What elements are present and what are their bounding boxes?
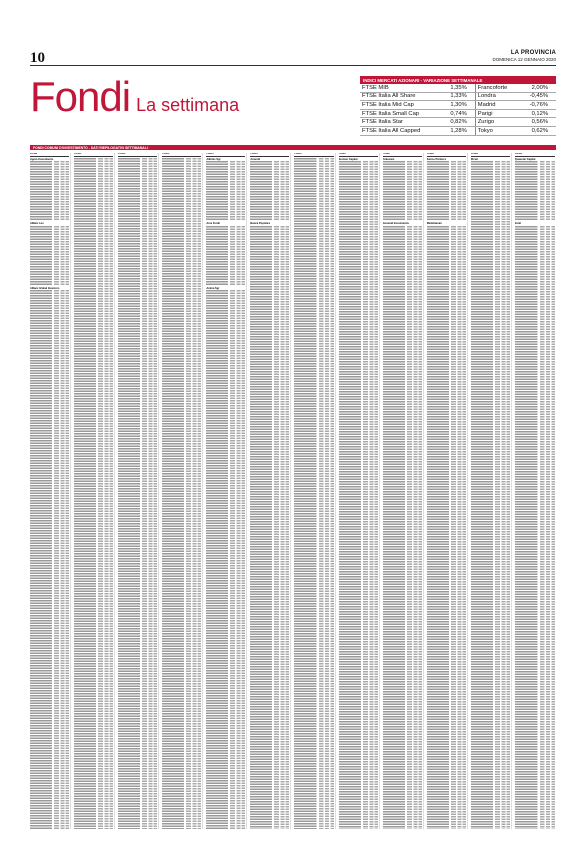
exchange-change: -0,76% bbox=[519, 101, 556, 110]
fund-column-header bbox=[294, 153, 333, 157]
fund-column-label: FONDI bbox=[382, 153, 390, 155]
fund-column-header bbox=[471, 153, 510, 157]
fund-company-heading: Generali Investments bbox=[382, 222, 409, 225]
index-change: 1,30% bbox=[440, 101, 475, 110]
exchange-change: -0,45% bbox=[519, 92, 556, 101]
fund-rows-block bbox=[30, 226, 69, 286]
exchange-change: 0,12% bbox=[519, 109, 556, 118]
market-indices-table bbox=[360, 84, 556, 136]
fund-company-heading: Anima Sgr bbox=[206, 286, 220, 290]
index-change: 1,35% bbox=[440, 84, 475, 92]
index-change: 1,33% bbox=[440, 92, 475, 101]
index-change: 0,74% bbox=[440, 109, 475, 118]
fund-company-heading: Mediolanum bbox=[426, 222, 442, 225]
fund-company-heading: Zenit bbox=[514, 222, 522, 225]
exchange-name: Parigi bbox=[475, 109, 519, 118]
fund-column-header bbox=[339, 153, 378, 157]
fund-rows-block bbox=[118, 158, 157, 830]
fund-column bbox=[118, 153, 159, 829]
fund-company-heading: Eurizon Capital bbox=[338, 157, 358, 161]
fund-column-label: FONDI bbox=[514, 153, 523, 155]
exchange-change: 0,56% bbox=[519, 118, 556, 127]
index-change: 1,28% bbox=[440, 126, 475, 135]
index-name: FTSE Italia Small Cap bbox=[360, 109, 440, 118]
funds-section-heading: FONDI COMUNI D'INVESTIMENTO - DATI RIEPILOGATIVI SETTIMANALI bbox=[30, 145, 556, 150]
fund-column-label: FONDI bbox=[250, 153, 258, 155]
market-row bbox=[360, 84, 556, 92]
title-main: Fondi bbox=[30, 73, 131, 120]
index-name: FTSE MIB bbox=[360, 84, 440, 92]
fund-company-heading: Fideuram bbox=[382, 157, 395, 161]
fund-rows-block bbox=[427, 286, 466, 830]
fund-column bbox=[30, 153, 71, 829]
paper-name: LA PROVINCIA bbox=[510, 50, 556, 56]
page-title bbox=[30, 73, 240, 120]
fund-rows-block bbox=[427, 161, 466, 221]
fund-column-label: FONDI bbox=[338, 153, 346, 155]
fund-column-header bbox=[30, 153, 69, 157]
fund-column-label: FONDI bbox=[294, 153, 302, 155]
exchange-change: 0,62% bbox=[519, 126, 556, 135]
fund-rows-block bbox=[383, 161, 422, 221]
fund-column-header bbox=[250, 153, 289, 157]
fund-column-header bbox=[383, 153, 422, 157]
index-name: FTSE Italia All Capped bbox=[360, 126, 440, 135]
title-sub: La settimana bbox=[136, 95, 240, 115]
fund-rows-block bbox=[206, 350, 245, 829]
fund-rows-block bbox=[427, 226, 466, 286]
fund-rows-block bbox=[339, 221, 378, 829]
fund-column bbox=[162, 153, 203, 829]
page-number: 10 bbox=[30, 50, 45, 66]
fund-column bbox=[515, 153, 556, 829]
fund-rows-block bbox=[515, 226, 555, 286]
market-row bbox=[360, 101, 556, 110]
exchange-name: Zurigo bbox=[475, 118, 519, 127]
fund-company-heading: Quaestio Capital bbox=[514, 157, 536, 161]
fund-rows-block bbox=[383, 226, 422, 286]
fund-column-header bbox=[162, 153, 201, 157]
index-change: 0,82% bbox=[440, 118, 475, 127]
fund-column-label: FONDI bbox=[30, 153, 38, 155]
fund-rows-block bbox=[30, 290, 69, 350]
fund-rows-block bbox=[206, 161, 245, 221]
fund-company-heading: Agora Investments bbox=[30, 157, 54, 161]
fund-column-header bbox=[515, 153, 555, 157]
fund-rows-block bbox=[162, 158, 201, 830]
fund-rows-block bbox=[30, 350, 69, 829]
exchange-name: Madrid bbox=[475, 101, 519, 110]
fund-rows-block bbox=[250, 226, 289, 286]
fund-column-header bbox=[427, 153, 466, 157]
fund-column-label: FONDI bbox=[74, 153, 82, 155]
fund-column bbox=[427, 153, 468, 829]
fund-company-heading: Arca Fondi bbox=[206, 222, 220, 225]
exchange-name: Francoforte bbox=[475, 84, 519, 92]
fund-rows-block bbox=[250, 286, 289, 830]
fund-listing-columns bbox=[30, 153, 556, 829]
index-name: FTSE Italia All Share bbox=[360, 92, 440, 101]
fund-rows-block bbox=[30, 161, 69, 221]
fund-company-heading: Alkimis Sgr bbox=[206, 157, 221, 161]
market-row bbox=[360, 126, 556, 135]
market-row bbox=[360, 92, 556, 101]
fund-company-heading: Amundi bbox=[250, 157, 261, 161]
fund-column-label: FONDI bbox=[426, 153, 434, 155]
fund-company-heading: Allianz Lux bbox=[30, 222, 44, 225]
market-row bbox=[360, 109, 556, 118]
fund-column-label: FONDI bbox=[470, 153, 478, 155]
fund-column bbox=[471, 153, 512, 829]
fund-column-header bbox=[74, 153, 113, 157]
index-name: FTSE Italia Mid Cap bbox=[360, 101, 440, 110]
fund-column bbox=[383, 153, 424, 829]
fund-column bbox=[294, 153, 335, 829]
fund-column-label: FONDI bbox=[162, 153, 170, 155]
fund-column-label: FONDI bbox=[118, 153, 126, 155]
fund-rows-block bbox=[471, 161, 510, 221]
fund-company-heading: Allianz Global Investors bbox=[30, 286, 60, 290]
fund-rows-block bbox=[515, 161, 555, 221]
market-indices-box bbox=[360, 76, 556, 136]
fund-rows-block bbox=[383, 286, 422, 830]
fund-column-header bbox=[206, 153, 245, 157]
fund-column bbox=[206, 153, 247, 829]
fund-company-heading: Kairos Partners bbox=[426, 157, 447, 161]
fund-rows-block bbox=[515, 286, 555, 830]
fund-column-label: FONDI bbox=[206, 153, 214, 155]
fund-column bbox=[74, 153, 115, 829]
fund-rows-block bbox=[206, 226, 245, 286]
issue-date: DOMENICA 12 GENNAIO 2020 bbox=[492, 57, 556, 62]
exchange-name: Tokyo bbox=[475, 126, 519, 135]
fund-rows-block bbox=[74, 158, 113, 830]
fund-rows-block bbox=[339, 161, 378, 221]
fund-rows-block bbox=[294, 158, 333, 830]
fund-column bbox=[339, 153, 380, 829]
fund-rows-block bbox=[206, 290, 245, 350]
market-row bbox=[360, 118, 556, 127]
fund-rows-block bbox=[250, 161, 289, 221]
fund-company-heading: Banca Popolare bbox=[250, 222, 271, 225]
market-indices-heading: INDICI MERCATI AZIONARI - VARIAZIONE SETTIMANALE bbox=[360, 76, 556, 84]
top-rule bbox=[30, 65, 556, 66]
fund-company-heading: Pictet bbox=[470, 157, 478, 161]
fund-column-header bbox=[118, 153, 157, 157]
exchange-change: 2,00% bbox=[519, 84, 556, 92]
fund-column bbox=[250, 153, 291, 829]
exchange-name: Londra bbox=[475, 92, 519, 101]
masthead bbox=[492, 50, 556, 62]
fund-rows-block bbox=[471, 221, 510, 829]
index-name: FTSE Italia Star bbox=[360, 118, 440, 127]
